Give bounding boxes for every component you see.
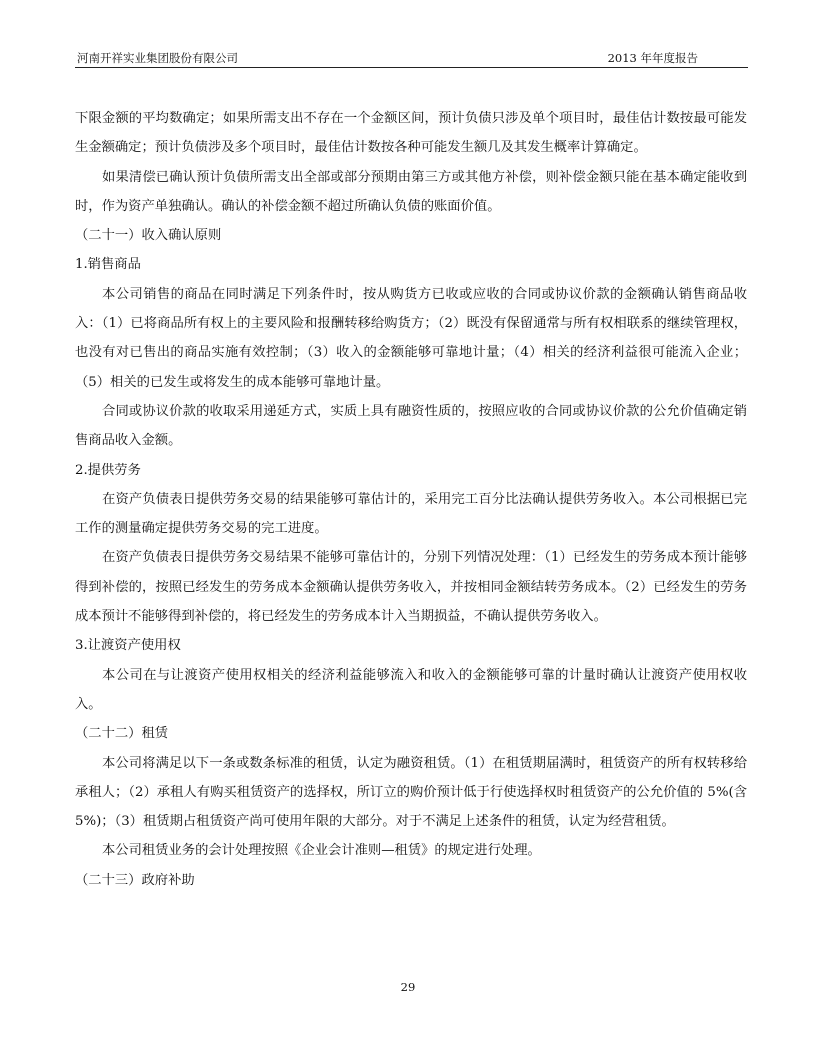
paragraph-sales-conditions: 本公司销售的商品在同时满足下列条件时，按从购货方已收或应收的合同或协议价款的金额确认销售商品收入：（1）已将商品所有权上的主要风险和报酬转移给购货方；（2）既没有保留通常与所有权相联系的继续管理权，也没有对已售出的商品实施有效控制；（3）收入的金额能够可靠地计量；（4）相关的经济利益很可能流入企业；（5）相关的已发生或将发生的成本能够可靠地计量。 <box>75 286 747 390</box>
paragraph-services-unreliable: 在资产负债表日提供劳务交易结果不能够可靠估计的，分别下列情况处理：（1）已经发生的劳务成本预计能够得到补偿的，按照已经发生的劳务成本金额确认提供劳务收入，并按相同金额结转劳务成本。（2）已经发生的劳务成本预计不能够得到补偿的，将已经发生的劳务成本计入当期损益，不确认提供劳务收入。 <box>75 550 747 625</box>
subheading-services: 2.提供劳务 <box>75 462 141 478</box>
paragraph-deferred-payment: 合同或协议价款的收取采用递延方式，实质上具有融资性质的，按照应收的合同或协议价款的公允价值确定销售商品收入金额。 <box>75 403 747 449</box>
paragraph-lease-accounting: 本公司租赁业务的会计处理按照《企业会计准则—租赁》的规定进行处理。 <box>102 843 541 859</box>
header-divider <box>75 67 748 68</box>
page-number: 29 <box>400 980 416 994</box>
subheading-sales-goods: 1.销售商品 <box>75 257 141 273</box>
paragraph-compensation: 如果清偿已确认预计负债所需支出全部或部分预期由第三方或其他方补偿，则补偿金额只能在基本确定能收到时，作为资产单独确认。确认的补偿金额不超过所确认负债的账面价值。 <box>75 169 747 214</box>
report-title: 2013 年年度报告 <box>607 51 698 65</box>
paragraph-finance-lease: 本公司将满足以下一条或数条标准的租赁，认定为融资租赁。（1）在租赁期届满时，租赁资产的所有权转移给承租人；（2）承租人有购买租赁资产的选择权，所订立的购价预计低于行使选择权时租赁资产的公允价值的 5%(含 5%)；（3）租赁期占租赁资产尚可使用年限的大部分。对于不满足上述条件的租赁，认定为经营租赁。 <box>75 755 747 830</box>
section-heading-revenue: （二十一）收入确认原则 <box>75 228 222 244</box>
paragraph-continuation: 下限金额的平均数确定；如果所需支出不存在一个金额区间，预计负债只涉及单个项目时，最佳估计数按最可能发生金额确定；预计负债涉及多个项目时，最佳估计数按各种可能发生额几及其发生概率计算确定。 <box>75 111 747 156</box>
company-name: 河南开祥实业集团股份有限公司 <box>77 51 238 65</box>
section-heading-government-grants: （二十三）政府补助 <box>75 872 195 888</box>
paragraph-services-reliable: 在资产负债表日提供劳务交易的结果能够可靠估计的，采用完工百分比法确认提供劳务收入。本公司根据已完工作的测量确定提供劳务交易的完工进度。 <box>75 491 747 537</box>
paragraph-use-rights: 本公司在与让渡资产使用权相关的经济利益能够流入和收入的金额能够可靠的计量时确认让渡资产使用权收入。 <box>75 667 747 712</box>
subheading-use-rights: 3.让渡资产使用权 <box>75 638 181 654</box>
section-heading-leases: （二十二）租赁 <box>75 726 169 742</box>
page-header <box>75 48 748 68</box>
document-body <box>75 104 747 895</box>
